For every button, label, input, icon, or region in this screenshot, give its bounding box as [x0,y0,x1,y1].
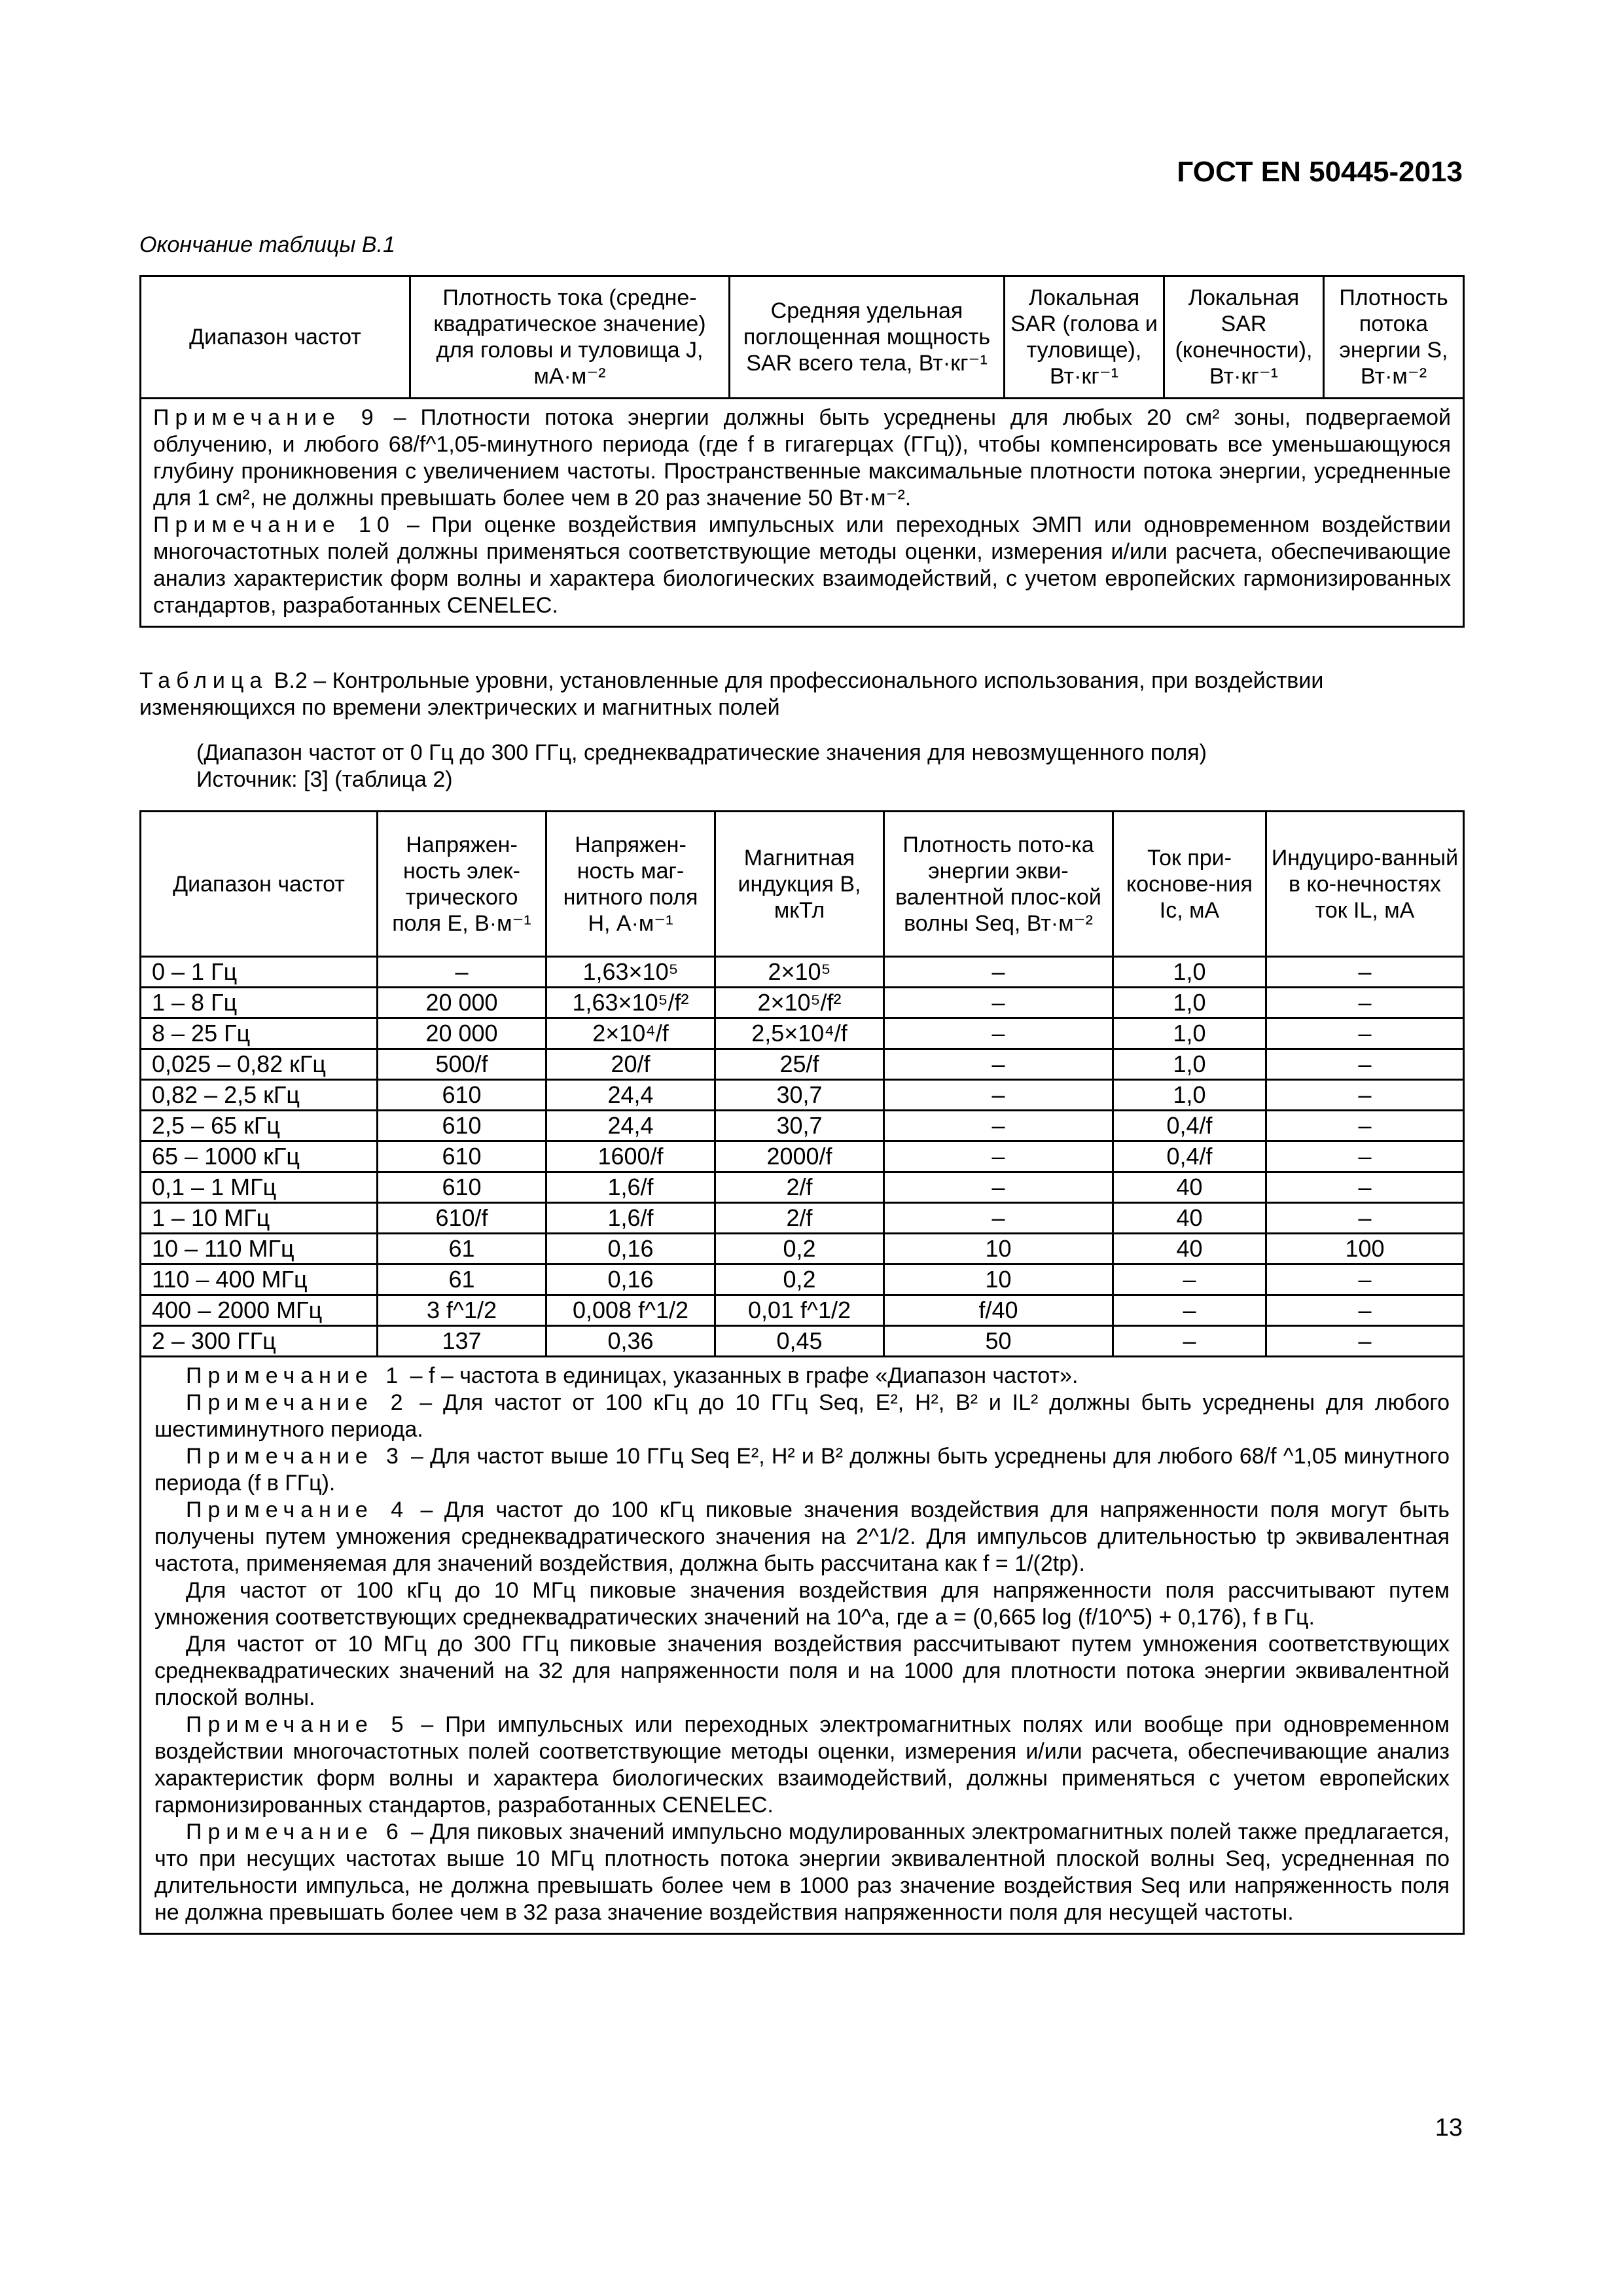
table-row [141,1326,1464,1357]
t2-note-4 [154,1497,1450,1577]
table-cell: 100 [1266,1234,1464,1265]
table-cell: – [1266,1203,1464,1234]
note-text: – Для пиковых значений импульсно модулированных электромагнитных полей также предлагается, что при несущих частотах выше 10 МГц плотность потока энергии эквивалентной плоской волны Seq, усредненная по длительности импульса, не должна превышать более чем в 1000 раз значение воздействия Seq или напряженность поля не должна превышать более чем в 32 раза значение воздействия напряженности поля для несущей частоты. [154,1820,1450,1925]
table-cell: 0,4/f [1113,1141,1266,1172]
table-cell: 610 [378,1080,546,1111]
table-2 [139,810,1465,1935]
table2-subtitle [196,740,1463,793]
note-text: – Для частот от 100 кГц до 10 ГГц Seq, E², H², B² и IL² должны быть усреднены для любого шестиминутного периода. [154,1390,1450,1442]
page-number: 13 [1435,2114,1463,2142]
table-cell: 1,0 [1113,1049,1266,1080]
table-cell: 0,16 [546,1234,715,1265]
table-cell: – [1266,988,1464,1018]
table-cell: 1 – 8 Гц [141,988,378,1018]
table-cell: 1,6/f [546,1203,715,1234]
t2-note-5 [154,1712,1450,1819]
table-row [141,1080,1464,1111]
table-cell: 1,0 [1113,988,1266,1018]
table-cell: 1,0 [1113,1080,1266,1111]
table-cell: 40 [1113,1234,1266,1265]
table-cell: 30,7 [715,1080,884,1111]
table-cell: 2000/f [715,1141,884,1172]
t2-note-4a: Для частот от 100 кГц до 10 МГц пиковые значения воздействия для напряженности поля рассчитывают путем умножения соответствующих среднеквадратических значений на 10^a, где a = (0,665 log (f/10^5) + 0,176), f в Гц. [154,1578,1450,1630]
note-text: – При импульсных или переходных электромагнитных полях или вообще при одновременном воздействии многочастотных полей соответствующие методы оценки, измерения и/или расчета, обеспечивающие анализ характеристик форм волны и характера биологических взаимодействий, должны применяться с учетом европейских гармонизированных стандартов, разработанных CENELEC. [154,1712,1450,1818]
t2-header-cell: Ток при-коснове-ния Ic, мА [1113,812,1266,957]
table-cell: – [884,1080,1113,1111]
table-1 [139,275,1465,628]
table-cell: 1 – 10 МГц [141,1203,378,1234]
table-cell: 10 – 110 МГц [141,1234,378,1265]
document-code: ГОСТ EN 50445-2013 [1177,156,1463,188]
table-cell: 500/f [378,1049,546,1080]
table-cell: 20 000 [378,1018,546,1049]
table2-source-line: Источник: [3] (таблица 2) [196,767,453,792]
table-cell: – [884,1203,1113,1234]
t2-note-1 [154,1363,1450,1390]
table-cell: 50 [884,1326,1113,1357]
t2-header-cell: Напряжен-ность маг-нитного поля H, А·м⁻¹ [546,812,715,957]
table-row [141,1265,1464,1295]
table-cell: 2×10⁴/f [546,1018,715,1049]
table-row [141,1141,1464,1172]
table-cell: – [1266,1295,1464,1326]
table-cell: 65 – 1000 кГц [141,1141,378,1172]
table-cell: 1,6/f [546,1172,715,1203]
table2-range-line: (Диапазон частот от 0 Гц до 300 ГГц, среднеквадратические значения для невозмущенного поля) [196,740,1207,765]
note-label: Примечание 2 [186,1390,409,1415]
note-text: – Для частот до 100 кГц пиковые значения воздействия для напряженности поля могут быть получены путем умножения среднеквадратического значения на 2^1/2. Для импульсов длительностью tp эквивалентная частота, применяемая для значений воздействия, должна быть рассчитана как f = 1/(2tp). [154,1498,1450,1576]
table-cell: 610 [378,1111,546,1141]
table-cell: 1,0 [1113,957,1266,988]
t1-header-cell: Локальная SAR (конечности), Вт·кг⁻¹ [1164,276,1324,399]
table-cell: 2,5×10⁴/f [715,1018,884,1049]
table-cell: – [1266,1172,1464,1203]
table-cell: 1600/f [546,1141,715,1172]
table2-title-text: В.2 – Контрольные уровни, установленные для профессионального использования, при воздействии изменяющихся по времени электрических и магнитных полей [139,668,1324,720]
table-cell: 10 [884,1265,1113,1295]
table-cell: 0,025 – 0,82 кГц [141,1049,378,1080]
table-cell: 0,45 [715,1326,884,1357]
t2-note-3 [154,1443,1450,1497]
table-cell: 1,63×10⁵ [546,957,715,988]
table-cell: – [1266,1049,1464,1080]
table-cell: – [1266,957,1464,988]
table-cell: 110 – 400 МГц [141,1265,378,1295]
note-label: Примечание 6 [186,1820,404,1844]
note-text: – f – частота в единицах, указанных в графе «Диапазон частот». [404,1363,1079,1388]
note-9 [153,404,1451,512]
table-cell: – [884,1018,1113,1049]
note-label: Примечание 3 [186,1444,404,1469]
t2-body [141,957,1464,1357]
table2-title-label: Таблица [139,668,268,693]
note-label: Примечание 1 [186,1363,404,1388]
t2-header-cell: Напряжен-ность элек-трического поля E, В·м⁻¹ [378,812,546,957]
table-cell: – [884,1049,1113,1080]
table-row [141,988,1464,1018]
table-cell: 0,4/f [1113,1111,1266,1141]
table-cell: 0,2 [715,1234,884,1265]
t1-header-cell: Диапазон частот [141,276,410,399]
table-cell: 0,01 f^1/2 [715,1295,884,1326]
table-cell: – [1266,1326,1464,1357]
table-cell: 2,5 – 65 кГц [141,1111,378,1141]
table-cell: 20 000 [378,988,546,1018]
table-cell: 1,0 [1113,1018,1266,1049]
table-cell: 610 [378,1141,546,1172]
table-cell: 1,63×10⁵/f² [546,988,715,1018]
table-cell: – [1266,1265,1464,1295]
note-10 [153,512,1451,619]
t2-note-6 [154,1819,1450,1926]
table-cell: 30,7 [715,1111,884,1141]
t2-header-cell: Плотность пото-ка энергии экви-валентной плос-кой волны Seq, Вт·м⁻² [884,812,1113,957]
table-row [141,1018,1464,1049]
note-text: – При оценке воздействия импульсных или переходных ЭМП или одновременном воздействии многочастотных полей должны применяться соответствующие методы оценки, измерения и/или расчета, обеспечивающие анализ характеристик форм волны и характера биологических взаимодействий, с учетом европейских гармонизированных стандартов, разработанных CENELEC. [153,512,1451,618]
table-cell: – [884,988,1113,1018]
t2-note-2 [154,1390,1450,1443]
t2-header-cell: Магнитная индукция B, мкТл [715,812,884,957]
table-cell: – [884,1111,1113,1141]
table-cell: 3 f^1/2 [378,1295,546,1326]
table-cell: – [1113,1295,1266,1326]
table-cell: 0,16 [546,1265,715,1295]
table-row [141,1172,1464,1203]
table-cell: 8 – 25 Гц [141,1018,378,1049]
table-row [141,1234,1464,1265]
table-cell: 2×10⁵ [715,957,884,988]
table1-caption: Окончание таблицы В.1 [139,232,395,257]
table-cell: 25/f [715,1049,884,1080]
table-cell: – [1266,1018,1464,1049]
note-label: Примечание 4 [186,1498,410,1522]
table-cell: 2×10⁵/f² [715,988,884,1018]
table-cell: – [378,957,546,988]
table-cell: 20/f [546,1049,715,1080]
table-cell: – [1266,1111,1464,1141]
table-cell: 40 [1113,1203,1266,1234]
table-cell: – [884,1141,1113,1172]
t1-header-cell: Плотность потока энергии S, Вт·м⁻² [1324,276,1464,399]
table-cell: – [1113,1326,1266,1357]
table-cell: 0,2 [715,1265,884,1295]
table-cell: 40 [1113,1172,1266,1203]
note-label: Примечание 5 [186,1712,410,1737]
t1-notes [141,399,1464,627]
table-row [141,957,1464,988]
table-row [141,1295,1464,1326]
note-label: Примечание 9 [153,405,380,430]
table2-title [139,668,1463,721]
t1-header-cell: Локальная SAR (голова и туловище), Вт·кг⁻¹ [1005,276,1164,399]
table-cell: 61 [378,1234,546,1265]
table-cell: 610 [378,1172,546,1203]
t2-notes [141,1357,1464,1934]
note-text: – Для частот выше 10 ГГц Seq E², H² и B² должны быть усреднены для любого 68/f ^1,05 минутного периода (f в ГГц). [154,1444,1450,1496]
table-cell: 24,4 [546,1080,715,1111]
table-cell: 2/f [715,1203,884,1234]
table-cell: – [884,1172,1113,1203]
table-cell: 0,1 – 1 МГц [141,1172,378,1203]
table-cell: 137 [378,1326,546,1357]
table-cell: – [884,957,1113,988]
t2-header-cell: Индуциро-ванный в ко-нечностях ток IL, мА [1266,812,1464,957]
t2-note-4b: Для частот от 10 МГц до 300 ГГц пиковые значения воздействия рассчитывают путем умножения соответствующих среднеквадратических значений на 32 для напряженности поля и на 1000 для плотности потока энергии эквивалентной плоской волны. [154,1632,1450,1710]
table-cell: – [1113,1265,1266,1295]
t2-header-cell: Диапазон частот [141,812,378,957]
table-cell: 0 – 1 Гц [141,957,378,988]
table-cell: 0,008 f^1/2 [546,1295,715,1326]
note-label: Примечание 10 [153,512,395,537]
table-cell: 2/f [715,1172,884,1203]
table-cell: 0,82 – 2,5 кГц [141,1080,378,1111]
table-cell: 0,36 [546,1326,715,1357]
table-cell: 10 [884,1234,1113,1265]
table-cell: – [1266,1080,1464,1111]
table-cell: – [1266,1141,1464,1172]
note-text: – Плотности потока энергии должны быть усреднены для любых 20 см² зоны, подвергаемой облучению, и любого 68/f^1,05-минутного периода (где f в гигагерцах (ГГц)), чтобы компенсировать все уменьшающуюся глубину проникновения с увеличением частоты. Пространственные максимальные плотности потока энергии, усредненные для 1 см², не должны превышать более чем в 20 раз значение 50 Вт·м⁻². [153,405,1451,511]
table-cell: 61 [378,1265,546,1295]
table-row [141,1111,1464,1141]
table-cell: 24,4 [546,1111,715,1141]
table-cell: 400 – 2000 МГц [141,1295,378,1326]
table-row [141,1203,1464,1234]
table-cell: 610/f [378,1203,546,1234]
table-cell: 2 – 300 ГГц [141,1326,378,1357]
t1-header-cell: Средняя удельная поглощенная мощность SAR всего тела, Вт·кг⁻¹ [730,276,1005,399]
table-row [141,1049,1464,1080]
t1-header-cell: Плотность тока (средне-квадратическое значение) для головы и туловища J, мА·м⁻² [410,276,730,399]
table-cell: f/40 [884,1295,1113,1326]
